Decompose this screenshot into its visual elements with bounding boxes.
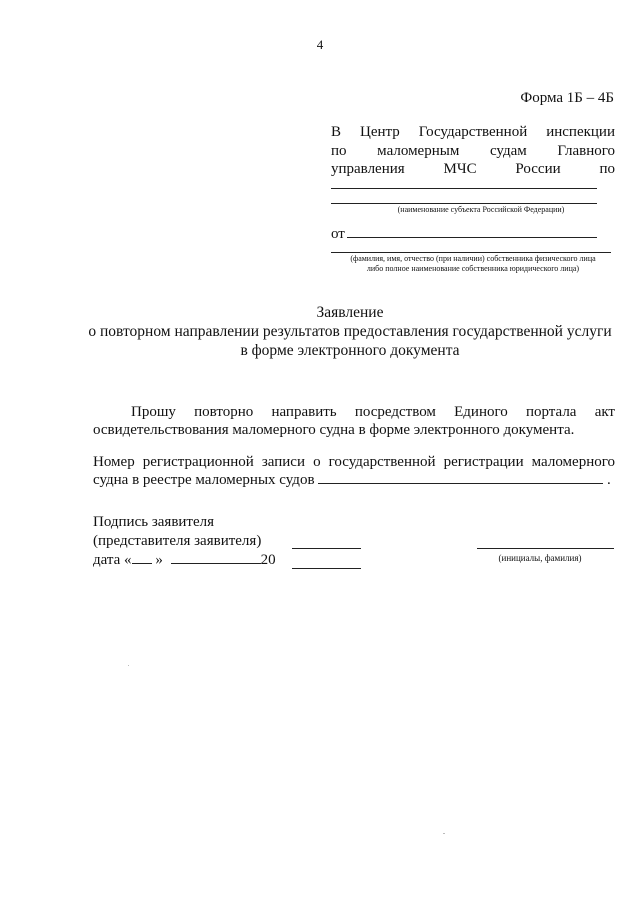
subject-blank-line-1 xyxy=(331,188,597,189)
request-line-2: освидетельствования маломерного судна в форме электронного документа. xyxy=(93,422,575,438)
date-year: 20 xyxy=(260,552,276,568)
signature-label-2: (представителя заявителя) xyxy=(93,533,262,549)
address-line-1: В Центр Государственной инспекции xyxy=(331,124,615,140)
registration-line-1: Номер регистрационной записи о государственной регистрации маломерного xyxy=(93,454,615,470)
registration-paragraph xyxy=(93,453,615,489)
request-line-1: Прошу повторно направить посредством Единого портала акт xyxy=(131,404,615,420)
owner-caption-1: (фамилия, имя, отчество (при наличии) собственника физического лица xyxy=(350,254,596,263)
signature-blank-line-2 xyxy=(292,568,361,569)
request-paragraph xyxy=(93,403,615,439)
initials-blank-line xyxy=(477,548,614,549)
owner-caption-2: либо полное наименование собственника юридического лица) xyxy=(366,264,580,273)
title-line-2: о повторном направлении результатов предоставления государственной услуги xyxy=(88,323,612,340)
scan-speck xyxy=(128,665,129,666)
signature-label-1: Подпись заявителя xyxy=(93,514,215,530)
month-blank xyxy=(171,551,261,564)
subject-blank-line-2 xyxy=(331,203,597,204)
page-number: 4 xyxy=(316,37,324,52)
address-line-2: по маломерным судам Главного xyxy=(331,142,615,159)
registration-line-2 xyxy=(93,471,615,489)
recipient-address xyxy=(331,123,615,179)
title-line-3: в форме электронного документа xyxy=(240,342,460,359)
scan-speck xyxy=(443,833,445,834)
form-label: Форма 1Б – 4Б xyxy=(520,90,614,106)
day-blank xyxy=(132,551,152,564)
owner-blank-line-2 xyxy=(331,252,611,253)
from-label: от xyxy=(331,226,345,242)
title-line-1: Заявление xyxy=(316,304,384,321)
date-prefix: дата « xyxy=(93,552,132,568)
registration-label: судна в реестре маломерных судов xyxy=(93,472,315,488)
date-mid: » xyxy=(155,552,163,568)
subject-caption: (наименование субъекта Российской Федерации) xyxy=(397,205,565,214)
document-title xyxy=(0,303,640,360)
address-line-3: управления МЧС России по xyxy=(331,161,615,177)
date-line xyxy=(93,551,276,570)
signature-blank-line xyxy=(292,548,361,549)
initials-caption: (инициалы, фамилия) xyxy=(498,553,582,563)
owner-blank-line-1 xyxy=(347,237,597,238)
registration-end: . xyxy=(607,472,611,488)
registration-blank-line xyxy=(318,471,603,484)
signature-block xyxy=(93,513,276,570)
